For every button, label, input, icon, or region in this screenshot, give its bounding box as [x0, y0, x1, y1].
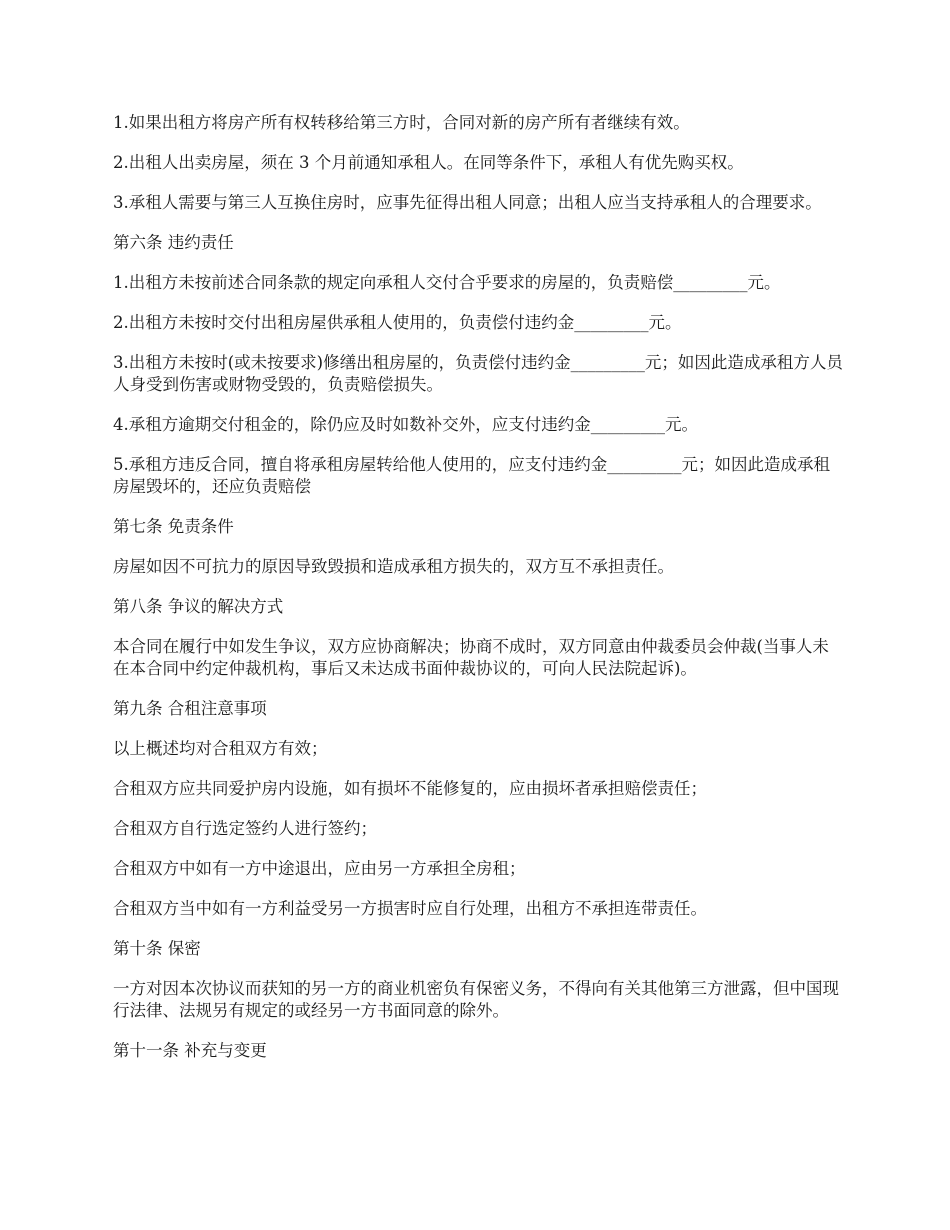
- paragraph-breach-2: 2.出租方未按时交付出租房屋供承租人使用的，负责偿付违约金_________元。: [113, 313, 682, 332]
- paragraph-sharing-note-4: 合租双方中如有一方中途退出，应由另一方承担全房租；: [113, 859, 526, 878]
- paragraph-breach-3: 3.出租方未按时(或未按要求)修缮出租房屋的，负责偿付违约金_________元；如因此造成承租方人员人身受到伤害或财物受毁的，负责赔偿损失。: [113, 353, 843, 394]
- document-body: [113, 112, 843, 1080]
- paragraph-confidentiality: 一方对因本次协议而获知的另一方的商业机密负有保密义务，不得向有关其他第三方泄露，但中国现行法律、法规另有规定的或经另一方书面同意的除外。: [113, 979, 839, 1020]
- paragraph-sharing-note-1: 以上概述均对合租双方有效；: [113, 739, 328, 758]
- section-heading-9: 第九条 合租注意事项: [113, 699, 267, 718]
- section-heading-10: 第十条 保密: [113, 939, 201, 958]
- section-heading-6: 第六条 违约责任: [113, 233, 234, 252]
- section-heading-11: 第十一条 补充与变更: [113, 1041, 267, 1060]
- paragraph-breach-1: 1.出租方未按前述合同条款的规定向承租人交付合乎要求的房屋的，负责赔偿_________元。: [113, 273, 781, 292]
- paragraph-dispute-resolution: 本合同在履行中如发生争议，双方应协商解决；协商不成时，双方同意由仲裁委员会仲裁(当事人未在本合同中约定仲裁机构，事后又未达成书面仲裁协议的，可向人民法院起诉)。: [113, 637, 829, 678]
- section-heading-8: 第八条 争议的解决方式: [113, 597, 284, 616]
- paragraph-sharing-note-2: 合租双方应共同爱护房内设施，如有损坏不能修复的，应由损坏者承担赔偿责任；: [113, 779, 707, 798]
- paragraph-sale-notice: 2.出租人出卖房屋，须在 3 个月前通知承租人。在同等条件下，承租人有优先购买权。: [113, 153, 744, 172]
- paragraph-transfer-ownership: 1.如果出租方将房产所有权转移给第三方时，合同对新的房产所有者继续有效。: [113, 113, 690, 132]
- paragraph-sharing-note-5: 合租双方当中如有一方利益受另一方损害时应自行处理，出租方不承担连带责任。: [113, 899, 707, 918]
- paragraph-sharing-note-3: 合租双方自行选定签约人进行签约；: [113, 819, 377, 838]
- paragraph-force-majeure: 房屋如因不可抗力的原因导致毁损和造成承租方损失的，双方互不承担责任。: [113, 557, 674, 576]
- paragraph-breach-4: 4.承租方逾期交付租金的，除仍应及时如数补交外，应支付违约金_________元。: [113, 415, 698, 434]
- section-heading-7: 第七条 免责条件: [113, 517, 234, 536]
- paragraph-exchange-housing: 3.承租人需要与第三人互换住房时，应事先征得出租人同意；出租人应当支持承租人的合理要求。: [113, 193, 822, 212]
- paragraph-breach-5: 5.承租方违反合同，擅自将承租房屋转给他人使用的，应支付违约金_________元；如因此造成承租房屋毁坏的，还应负责赔偿: [113, 455, 830, 496]
